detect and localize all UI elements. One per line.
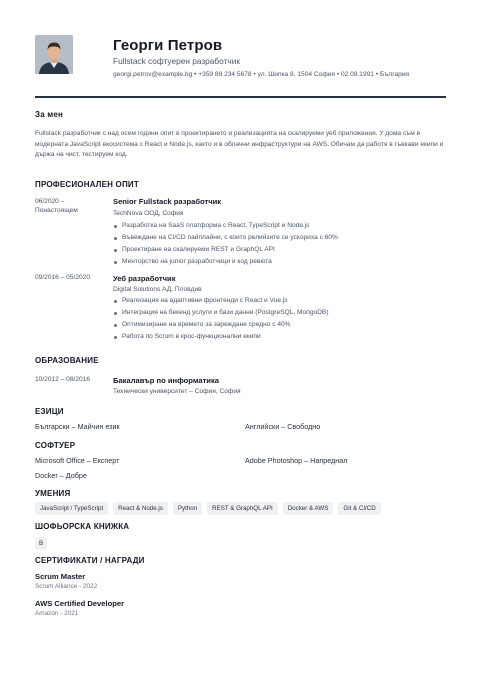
language-item: Български – Майчин език — [35, 422, 120, 431]
job-org: Digital Solutions АД, Пловдив — [113, 286, 202, 293]
skill-chip: JavaScript / TypeScript — [35, 502, 108, 515]
header-divider — [35, 96, 446, 98]
license-badge: B — [35, 537, 47, 550]
software-heading: СОФТУЕР — [35, 441, 76, 450]
job-title: Fullstack софтуерен разработчик — [113, 56, 240, 66]
list-item: Проектиране на скалируеми REST и GraphQL API — [113, 245, 338, 257]
job-bullets — [113, 221, 338, 269]
certificates-heading: СЕРТИФИКАТИ / НАГРАДИ — [35, 556, 145, 565]
certificate-name: AWS Certified Developer — [35, 599, 125, 608]
software-item: Adobe Photoshop – Напреднал — [245, 456, 348, 465]
certificate-name: Scrum Master — [35, 572, 86, 581]
contact-info: georgi.petrov@example.bg • +359 88 234 5678 • ул. Шипка 8, 1504 София • 02.09.1991 • България — [113, 71, 410, 78]
skill-chip: Git & CI/CD — [338, 502, 380, 515]
profile-photo — [35, 35, 73, 74]
languages-heading: ЕЗИЦИ — [35, 407, 64, 416]
education-dates: 10/2012 – 08/2016 — [35, 376, 91, 383]
job-date-start: 06/2020 – — [35, 198, 65, 205]
skill-chip: Python — [173, 502, 202, 515]
job-role: Senior Fullstack разработчик — [113, 197, 222, 206]
job-org: TechNova ООД, София — [113, 210, 184, 217]
list-item: Разработка на SaaS платформа с React, TypeScript и Node.js — [113, 221, 338, 233]
job-dates — [35, 198, 107, 215]
job-role: Уеб разработчик — [113, 274, 176, 283]
software-item: Docker – Добре — [35, 471, 87, 480]
skill-chip: React & Node.js — [113, 502, 168, 515]
list-item: Интеграция на бекенд услуги и бази данни (PostgreSQL, MongoDB) — [113, 308, 329, 320]
person-name: Георги Петров — [113, 37, 223, 54]
job-date-end: Понастоящем — [35, 206, 78, 214]
job-dates: 09/2016 – 05/2020 — [35, 274, 91, 281]
certificate-issuer: Scrum Alliance - 2022 — [35, 583, 98, 590]
skill-chip: Docker & AWS — [283, 502, 334, 515]
list-item: Въвеждане на CI/CD пайплайни, с които релийзите се ускориха с 60% — [113, 233, 338, 245]
about-heading: За мен — [35, 110, 64, 119]
language-item: Английски – Свободно — [245, 422, 321, 431]
list-item: Работа по Scrum в крос-функционални екипи — [113, 332, 329, 344]
software-item: Microsoft Office – Експерт — [35, 456, 120, 465]
skill-chip: REST & GraphQL API — [207, 502, 278, 515]
education-school: Технически университет – София, София — [113, 388, 241, 395]
skills-list — [35, 502, 381, 515]
certificate-issuer: Amazon - 2021 — [35, 610, 79, 617]
education-degree: Бакалавър по информатика — [113, 376, 219, 385]
license-heading: ШОФЬОРСКА КНИЖКА — [35, 522, 130, 531]
job-bullets — [113, 296, 329, 344]
list-item: Менторство на junior разработчици и код ревюта — [113, 257, 338, 269]
education-heading: ОБРАЗОВАНИЕ — [35, 356, 99, 365]
skills-heading: УМЕНИЯ — [35, 489, 71, 498]
about-text: Fullstack разработчик с над осем години опит в проектирането и реализацията на скалируеми уеб приложения. У дома съм в модерната JavaScript екосистема с React и Node.js, както и в облачни инфраструктури на AWS. Обичам да работя в гъвкави екипи и държа на чист, тестируем код. — [35, 130, 444, 158]
list-item: Реализация на адаптивни фронтенди с React и Vue.js — [113, 296, 329, 308]
list-item: Оптимизиране на времето за зареждане средно с 40% — [113, 320, 329, 332]
experience-heading: ПРОФЕСИОНАЛЕН ОПИТ — [35, 180, 139, 189]
